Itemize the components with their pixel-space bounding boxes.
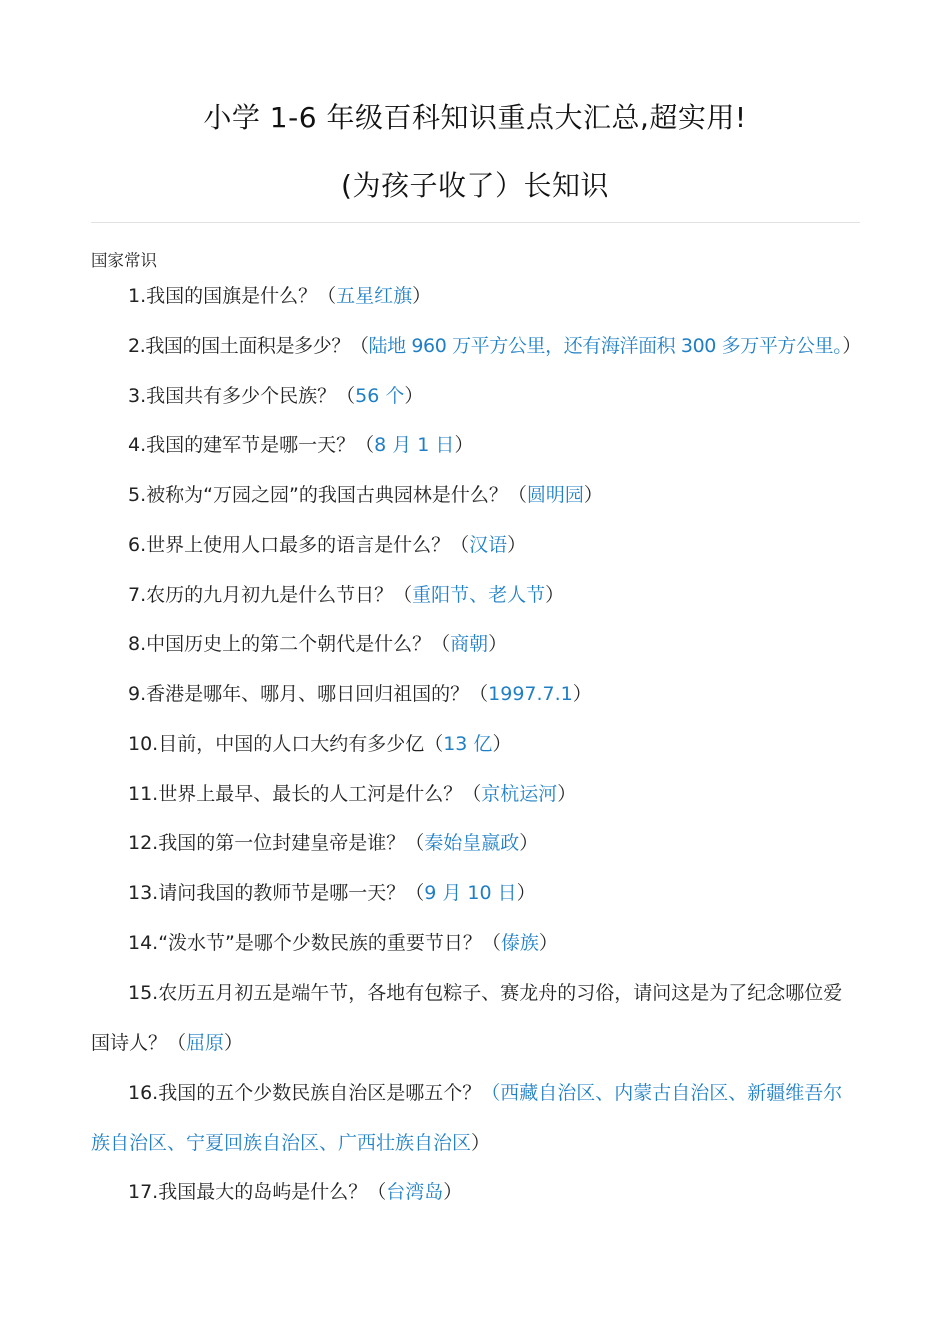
question-text: 6.世界上使用人口最多的语言是什么？（ — [128, 534, 470, 556]
question-text: 17.我国最大的岛屿是什么？（ — [128, 1181, 387, 1203]
close-paren: ） — [492, 733, 512, 755]
qa-item-6 — [91, 520, 861, 570]
document-title: 小学 1-6 年级百科知识重点大汇总,超实用! — [203, 101, 747, 134]
answer-text: 圆明园 — [526, 484, 584, 506]
qa-item-1 — [91, 271, 861, 321]
qa-item-2 — [91, 321, 861, 371]
answer-text: 重阳节、老人节 — [412, 584, 546, 606]
answer-text: 1997.7.1 — [488, 683, 573, 705]
qa-item-14 — [91, 918, 861, 968]
qa-item-5 — [91, 470, 861, 520]
answer-text: 傣族 — [500, 932, 539, 954]
qa-item-8 — [91, 619, 861, 669]
answer-text: 8 月 1 日 — [374, 434, 455, 456]
close-paren: ） — [557, 783, 577, 805]
answer-text: 13 亿 — [443, 733, 493, 755]
answer-text: （西藏自治区、内蒙古自治区、新疆维吾尔族自治区、宁夏回族自治区、广西壮族自治区 — [91, 1082, 843, 1154]
close-paren: ） — [488, 633, 508, 655]
close-paren: ） — [516, 882, 536, 904]
question-text: 3.我国共有多少个民族？（ — [128, 385, 356, 407]
answer-text: 56 个 — [355, 385, 405, 407]
answer-text: 商朝 — [450, 633, 489, 655]
qa-item-7 — [91, 570, 861, 620]
question-text: 9.香港是哪年、哪月、哪日回归祖国的？（ — [128, 683, 489, 705]
close-paren: ） — [412, 285, 432, 307]
question-text: 16.我国的五个少数民族自治区是哪五个？ — [128, 1082, 482, 1104]
qa-item-10 — [91, 719, 861, 769]
question-text: 11.世界上最早、最长的人工河是什么？（ — [128, 783, 482, 805]
title-divider — [91, 222, 860, 223]
question-text: 4.我国的建军节是哪一天？（ — [128, 434, 375, 456]
section-heading: 国家常识 — [91, 251, 157, 270]
qa-item-15 — [91, 968, 861, 1068]
answer-text: 陆地 960 万平方公里，还有海洋面积 300 多万平方公里。 — [368, 335, 843, 357]
answer-text: 9 月 10 日 — [424, 882, 517, 904]
answer-text: 屈原 — [186, 1032, 225, 1054]
close-paren: ） — [519, 832, 539, 854]
close-paren: ） — [538, 932, 558, 954]
answer-text: 秦始皇嬴政 — [424, 832, 520, 854]
question-text: 8.中国历史上的第二个朝代是什么？（ — [128, 633, 451, 655]
close-paren: ） — [224, 1032, 244, 1054]
qa-item-4 — [91, 420, 861, 470]
qa-item-12 — [91, 818, 861, 868]
close-paren: ） — [471, 1132, 491, 1154]
qa-item-9 — [91, 669, 861, 719]
question-text: 10.目前，中国的人口大约有多少亿（ — [128, 733, 444, 755]
close-paren: ） — [545, 584, 565, 606]
qa-item-17 — [91, 1167, 861, 1217]
close-paren: ） — [404, 385, 424, 407]
question-text: 12.我国的第一位封建皇帝是谁？（ — [128, 832, 425, 854]
close-paren: ） — [454, 434, 474, 456]
document-subtitle: (为孩子收了）长知识 — [341, 169, 609, 202]
qa-item-3 — [91, 371, 861, 421]
qa-item-16 — [91, 1068, 861, 1168]
question-text: 5.被称为“万园之园”的我国古典园林是什么？（ — [128, 484, 527, 506]
answer-text: 京杭运河 — [481, 783, 558, 805]
question-text: 7.农历的九月初九是什么节日？（ — [128, 584, 413, 606]
answer-text: 台湾岛 — [386, 1181, 444, 1203]
answer-text: 汉语 — [469, 534, 508, 556]
close-paren: ） — [583, 484, 603, 506]
answer-text: 五星红旗 — [336, 285, 413, 307]
close-paren: ） — [842, 335, 861, 357]
qa-item-11 — [91, 769, 861, 819]
close-paren: ） — [507, 534, 527, 556]
close-paren: ） — [572, 683, 592, 705]
question-text: 2.我国的国土面积是多少？（ — [128, 335, 369, 357]
question-text: 14.“泼水节”是哪个少数民族的重要节日？（ — [128, 932, 501, 954]
question-text: 13.请问我国的教师节是哪一天？（ — [128, 882, 425, 904]
qa-item-13 — [91, 868, 861, 918]
question-text: 1.我国的国旗是什么？（ — [128, 285, 337, 307]
question-text: 15.农历五月初五是端午节，各地有包粽子、赛龙舟的习俗，请问这是为了纪念哪位爱国诗人？（ — [91, 982, 843, 1054]
close-paren: ） — [443, 1181, 463, 1203]
